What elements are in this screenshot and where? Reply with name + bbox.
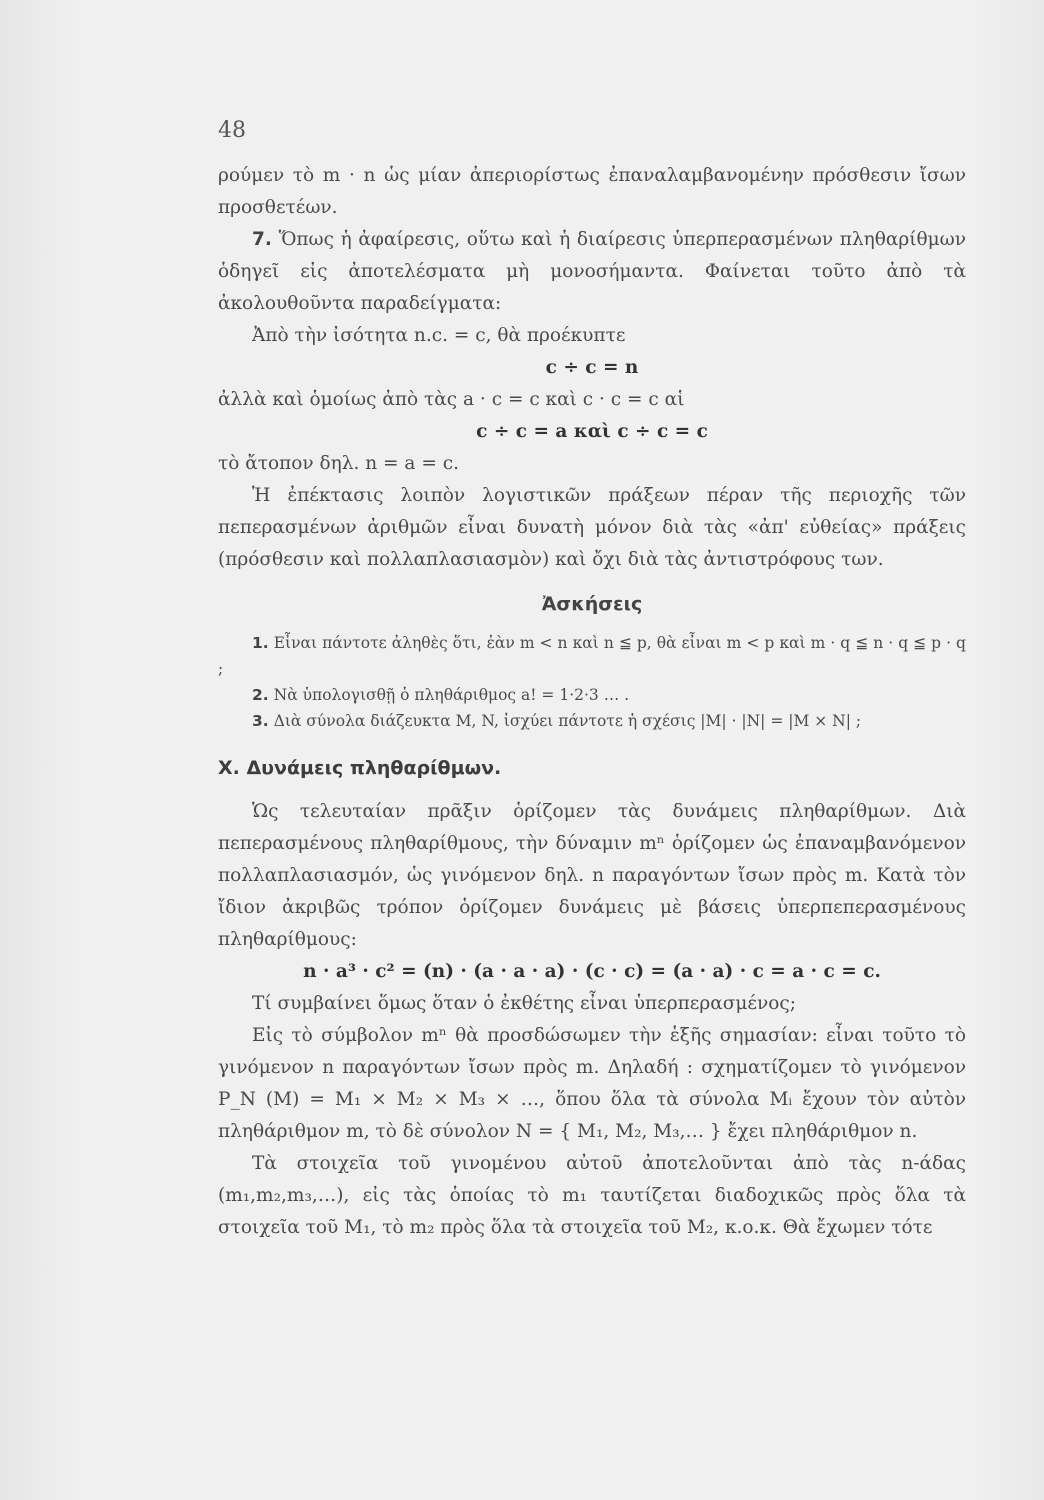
paragraph: Ὡς τελευταίαν πρᾶξιν ὁρίζομεν τὰς δυνάμεις πληθαρίθμων. Διὰ πεπερασμένους πληθαρίθμους, τὴν δύναμιν mⁿ ὁρίζομεν ὡς ἐπαναμβανόμενον πολλαπλασιασμόν, ὡς γινόμενον δηλ. n παραγόντων ἴσων πρὸς m. Κατὰ τὸν ἴδιον ἀκριβῶς τρόπον ὁρίζομεν δυνάμεις μὲ βάσεις ὑπερπεπερασμένους πληθαρίθμους: [218, 801, 966, 950]
paragraph: Τὰ στοιχεῖα τοῦ γινομένου αὐτοῦ ἀποτελοῦνται ἀπὸ τὰς n-άδας (m₁,m₂,m₃,…), εἰς τὰς ὁποίας τὸ m₁ ταυτίζεται διαδοχικῶς πρὸς ὅλα τὰ στοιχεῖα τοῦ M₁, τὸ m₂ πρὸς ὅλα τὰ στοιχεῖα τοῦ M₂, κ.ο.κ. Θὰ ἔχωμεν τότε [218, 1153, 966, 1238]
paragraph-number: 7. [252, 229, 272, 250]
section-title: X. Δυνάμεις πληθαρίθμων. [218, 757, 502, 779]
paragraph-7 [218, 224, 966, 320]
exercise-2 [218, 682, 966, 708]
exercises-heading: Ἀσκήσεις [541, 593, 643, 615]
paragraph: τὸ ἄτοπον δηλ. n = a = c. [218, 453, 459, 474]
equation: c ÷ c = n [545, 357, 639, 378]
equation: n · a³ · c² = (n) · (a · a · a) · (c · c) = (a · a) · c = a · c = c. [303, 961, 881, 982]
paragraph-text: Ὅπως ἡ ἀφαίρεσις, οὕτω καὶ ἡ διαίρεσις ὑπερπερασμένων πληθαρίθμων ὁδηγεῖ εἰς ἀποτελέσματα μὴ μονοσήμαντα. Φαίνεται τοῦτο ἀπὸ τὰ ἀκολουθοῦντα παραδείγματα: [218, 229, 966, 314]
exercise-3 [218, 708, 966, 734]
equation: c ÷ c = a καὶ c ÷ c = c [476, 421, 708, 442]
page-body [218, 160, 966, 1244]
exercise-text: Διὰ σύνολα διάζευκτα M, N, ἰσχύει πάντοτε ἡ σχέσις |M| · |N| = |M × N| ; [273, 712, 862, 730]
exercise-text: Νὰ ὑπολογισθῇ ὁ πληθάριθμος a! = 1·2·3 … . [273, 686, 630, 704]
page-number: 48 [218, 118, 246, 143]
paragraph: Ἀπὸ τὴν ἰσότητα n.c. = c, θὰ προέκυπτε [252, 325, 626, 346]
exercise-text: Εἶναι πάντοτε ἀληθὲς ὅτι, ἐὰν m < n καὶ n ≦ p, θὰ εἶναι m < p καὶ m · q ≦ n · q ≦ p · q ; [218, 634, 966, 678]
paragraph: Τί συμβαίνει ὅμως ὅταν ὁ ἐκθέτης εἶναι ὑπερπερασμένος; [252, 993, 796, 1014]
exercise-number: 2. [252, 686, 269, 704]
exercise-number: 1. [252, 634, 269, 652]
exercise-number: 3. [252, 712, 269, 730]
paragraph: Εἰς τὸ σύμβολον mⁿ θὰ προσδώσωμεν τὴν ἑξῆς σημασίαν: εἶναι τοῦτο τὸ γινόμενον n παραγόντων ἴσων πρὸς m. Δηλαδή : σχηματίζομεν τὸ γινόμενον P_N (M) = M₁ × M₂ × M₃ × …, ὅπου ὅλα τὰ σύνολα Mᵢ ἔχουν τὸν αὐτὸν πληθάριθμον m, τὸ δὲ σύνολον N = { M₁, M₂, M₃,… } ἔχει πληθάριθμον n. [218, 1025, 966, 1142]
paragraph: ρούμεν τὸ m · n ὡς μίαν ἀπεριορίστως ἐπαναλαμβανομένην πρόσθεσιν ἴσων προσθετέων. [218, 165, 966, 218]
paragraph: Ἡ ἐπέκτασις λοιπὸν λογιστικῶν πράξεων πέραν τῆς περιοχῆς τῶν πεπερασμένων ἀριθμῶν εἶναι δυνατὴ μόνον διὰ τὰς «ἀπ' εὐθείας» πράξεις (πρόσθεσιν καὶ πολλαπλασιασμὸν) καὶ ὄχι διὰ τὰς ἀντιστρόφους των. [218, 485, 966, 570]
paragraph: ἀλλὰ καὶ ὁμοίως ἀπὸ τὰς a · c = c καὶ c · c = c αἱ [218, 389, 685, 410]
exercise-1 [218, 630, 966, 682]
